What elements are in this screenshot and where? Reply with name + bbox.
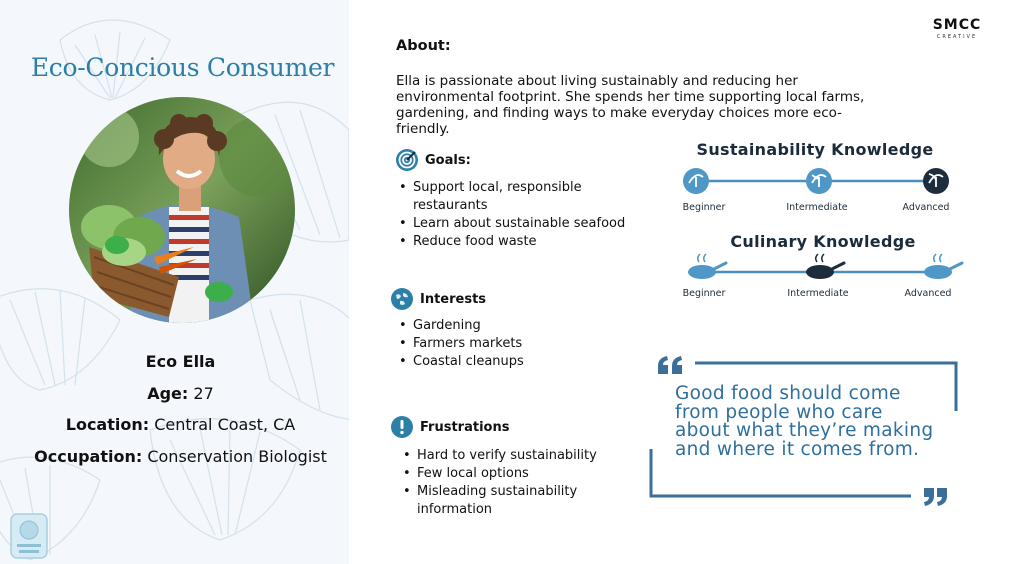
location-value: Central Coast, CA <box>154 415 296 434</box>
persona-name: Eco Ella <box>145 352 216 371</box>
interest-item: • Farmers markets <box>396 335 626 353</box>
sustainability-scale-title: Sustainability Knowledge <box>696 140 934 159</box>
interests-heading <box>390 287 486 311</box>
sustainability-level-beginner: Beginner <box>682 202 726 213</box>
age-label: Age: <box>147 384 189 403</box>
sustainability-level-intermediate: Intermediate <box>786 202 848 213</box>
culinary-intermediate-pan-icon <box>806 254 844 279</box>
logo-sub-text: CREATIVE <box>936 34 978 40</box>
culinary-level-beginner: Beginner <box>682 288 726 299</box>
globe-icon <box>390 287 414 311</box>
persona-quote: Good food should come from people who care about what they’re making and where it comes from. <box>675 383 934 460</box>
interests-heading-label: Interests <box>420 291 487 307</box>
sustainability-scale <box>672 163 962 203</box>
culinary-scale-title: Culinary Knowledge <box>730 232 916 251</box>
close-quote-icon <box>920 486 950 508</box>
culinary-scale <box>672 250 967 286</box>
sustainability-advanced-leaf-icon <box>923 168 949 194</box>
culinary-advanced-pan-icon <box>924 254 962 279</box>
persona-photo <box>69 97 295 323</box>
culinary-level-intermediate: Intermediate <box>787 288 849 299</box>
about-heading: About: <box>396 38 451 54</box>
seal-badge-icon <box>9 512 49 560</box>
interest-item: • Coastal cleanups <box>396 353 626 371</box>
sustainability-beginner-leaf-icon <box>683 168 709 194</box>
occupation-label: Occupation: <box>34 447 143 466</box>
frustrations-list <box>400 447 640 519</box>
persona-location <box>0 415 361 434</box>
open-quote-icon <box>656 354 686 376</box>
frustrations-heading <box>390 415 509 439</box>
occupation-value: Conservation Biologist <box>147 447 327 466</box>
persona-title: Eco-Concious Consumer <box>30 53 335 82</box>
exclamation-icon <box>390 415 414 439</box>
persona-age <box>0 384 361 403</box>
sustainability-intermediate-leaf-icon <box>806 168 832 194</box>
interest-item: • Gardening <box>396 317 626 335</box>
persona-occupation <box>0 447 361 466</box>
frustration-item: • Few local options <box>400 465 640 483</box>
goals-list <box>396 179 626 251</box>
frustrations-heading-label: Frustrations <box>420 419 510 435</box>
culinary-beginner-pan-icon <box>688 254 726 279</box>
frustration-item: • Misleading sustainability information <box>400 483 640 519</box>
brand-logo <box>924 17 990 40</box>
goal-item: • Learn about sustainable seafood <box>396 215 626 233</box>
goal-item: • Reduce food waste <box>396 233 626 251</box>
logo-main-text: SMCC <box>932 17 982 33</box>
about-text: Ella is passionate about living sustainably and reducing her environmental footprint. She spends her time supporting local farms, gardening, and finding ways to make everyday choices more eco-friendly. <box>396 73 865 137</box>
sustainability-level-advanced: Advanced <box>902 202 950 213</box>
culinary-level-advanced: Advanced <box>904 288 952 299</box>
location-label: Location: <box>65 415 150 434</box>
age-value: 27 <box>193 384 214 403</box>
goals-heading-label: Goals: <box>425 152 471 168</box>
goals-heading <box>395 148 471 172</box>
frustration-item: • Hard to verify sustainability <box>400 447 640 465</box>
goal-item: • Support local, responsible restaurants <box>396 179 626 215</box>
interests-list <box>396 317 626 371</box>
target-icon <box>395 148 419 172</box>
